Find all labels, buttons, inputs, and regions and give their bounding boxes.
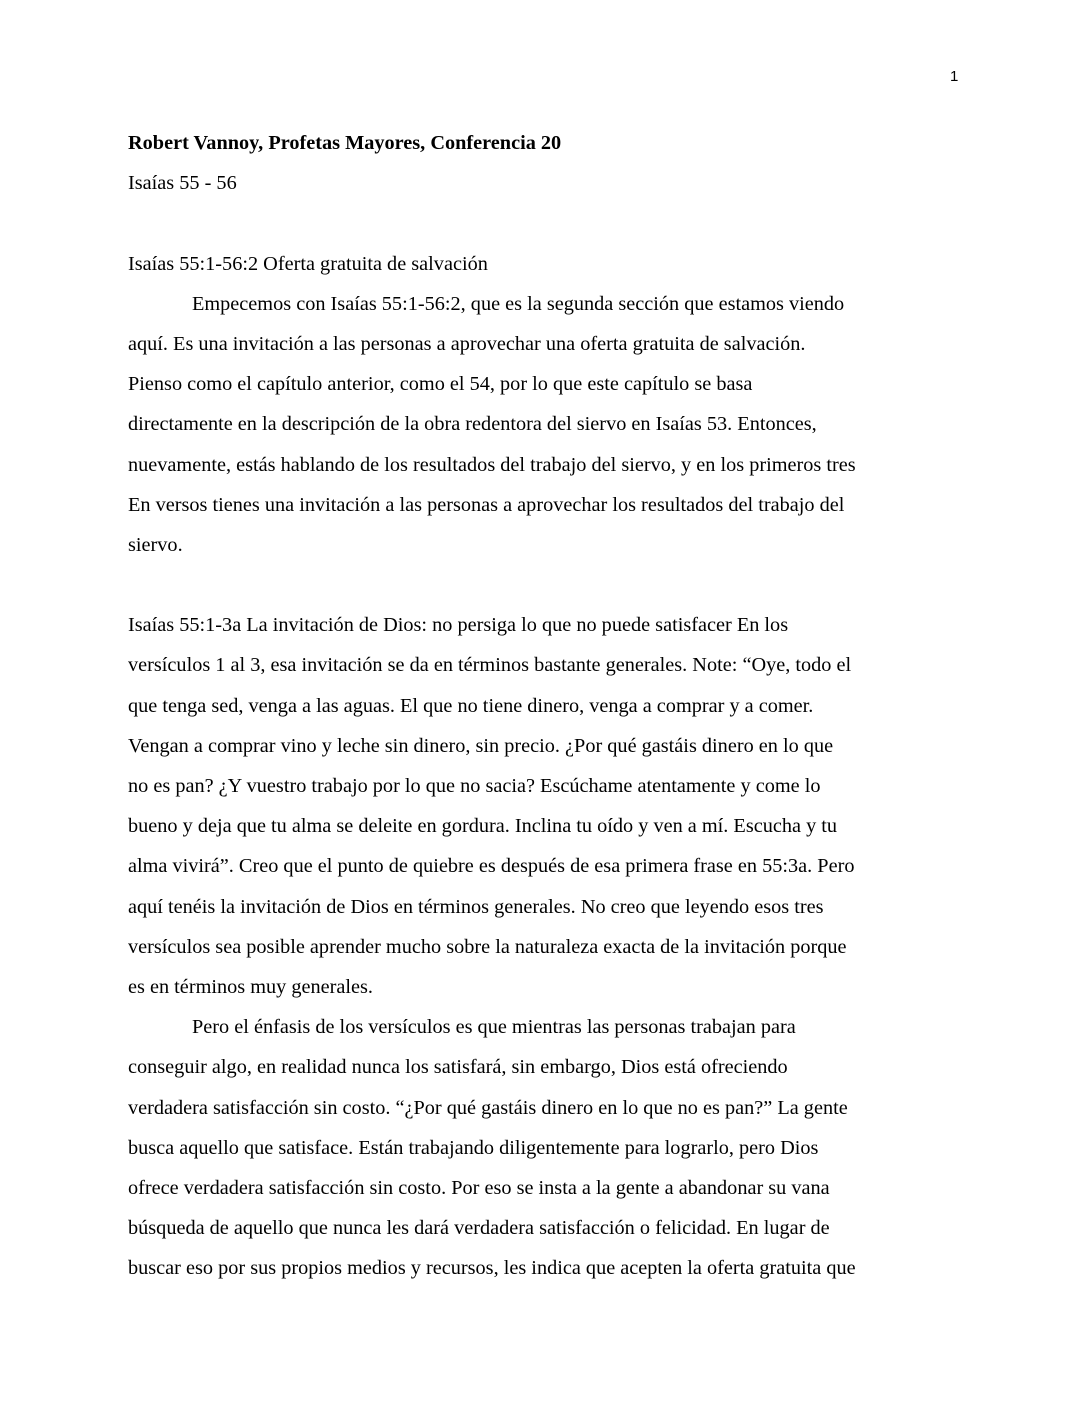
document-subtitle: Isaías 55 - 56 <box>128 172 237 195</box>
page-number: 1 <box>950 68 959 85</box>
paragraph-line: buscar eso por sus propios medios y recursos, les indica que acepten la oferta gratuita que <box>128 1257 856 1280</box>
paragraph-line: que tenga sed, venga a las aguas. El que no tiene dinero, venga a comprar y a comer. <box>128 694 814 717</box>
spacer <box>128 203 964 243</box>
paragraph-line: ofrece verdadera satisfacción sin costo. Por eso se insta a la gente a abandonar su vana <box>128 1176 830 1199</box>
paragraph-line: Pero el énfasis de los versículos es que mientras las personas trabajan para <box>192 1016 796 1039</box>
spacer <box>128 565 964 605</box>
paragraph-line: Isaías 55:1-3a La invitación de Dios: no persiga lo que no puede satisfacer En los <box>128 614 789 637</box>
paragraph-line: Vengan a comprar vino y leche sin dinero, sin precio. ¿Por qué gastáis dinero en lo que <box>128 734 834 757</box>
section-heading: Isaías 55:1-56:2 Oferta gratuita de salvación <box>128 252 488 275</box>
paragraph-line: siervo. <box>128 533 183 556</box>
paragraph-line: no es pan? ¿Y vuestro trabajo por lo que no sacia? Escúchame atentamente y come lo <box>128 775 821 797</box>
paragraph-line: aquí tenéis la invitación de Dios en términos generales. No creo que leyendo esos tres <box>128 895 824 918</box>
paragraph-line: alma vivirá”. Creo que el punto de quiebre es después de esa primera frase en 55:3a. Pero <box>128 855 855 878</box>
paragraph-line: directamente en la descripción de la obra redentora del siervo en Isaías 53. Entonces, <box>128 413 817 436</box>
paragraph-line: es en términos muy generales. <box>128 975 373 998</box>
paragraph-line: Empecemos con Isaías 55:1-56:2, que es la segunda sección que estamos viendo <box>192 292 845 315</box>
paragraph-line: busca aquello que satisface. Están trabajando diligentemente para lograrlo, pero Dios <box>128 1136 819 1159</box>
paragraph-line: versículos 1 al 3, esa invitación se da en términos bastante generales. Note: “Oye, todo el <box>128 654 852 677</box>
paragraph-line: aquí. Es una invitación a las personas a aprovechar una oferta gratuita de salvación. <box>128 332 806 355</box>
document-title: Robert Vannoy, Profetas Mayores, Conferencia 20 <box>128 132 562 154</box>
paragraph-line: Pienso como el capítulo anterior, como el 54, por lo que este capítulo se basa <box>128 373 753 396</box>
paragraph-line: versículos sea posible aprender mucho sobre la naturaleza exacta de la invitación porque <box>128 935 847 958</box>
paragraph-line: nuevamente, estás hablando de los resultados del trabajo del siervo, y en los primeros tres <box>128 453 856 476</box>
paragraph-line: En versos tienes una invitación a las personas a aprovechar los resultados del trabajo del <box>128 493 845 516</box>
paragraph-line: bueno y deja que tu alma se deleite en gordura. Inclina tu oído y ven a mí. Escucha y tu <box>128 815 838 838</box>
paragraph-line: verdadera satisfacción sin costo. “¿Por qué gastáis dinero en lo que no es pan?” La gente <box>128 1096 848 1119</box>
paragraph-line: conseguir algo, en realidad nunca los satisfará, sin embargo, Dios está ofreciendo <box>128 1056 788 1079</box>
document-body <box>128 123 964 1288</box>
paragraph-line: búsqueda de aquello que nunca les dará verdadera satisfacción o felicidad. En lugar de <box>128 1217 830 1240</box>
